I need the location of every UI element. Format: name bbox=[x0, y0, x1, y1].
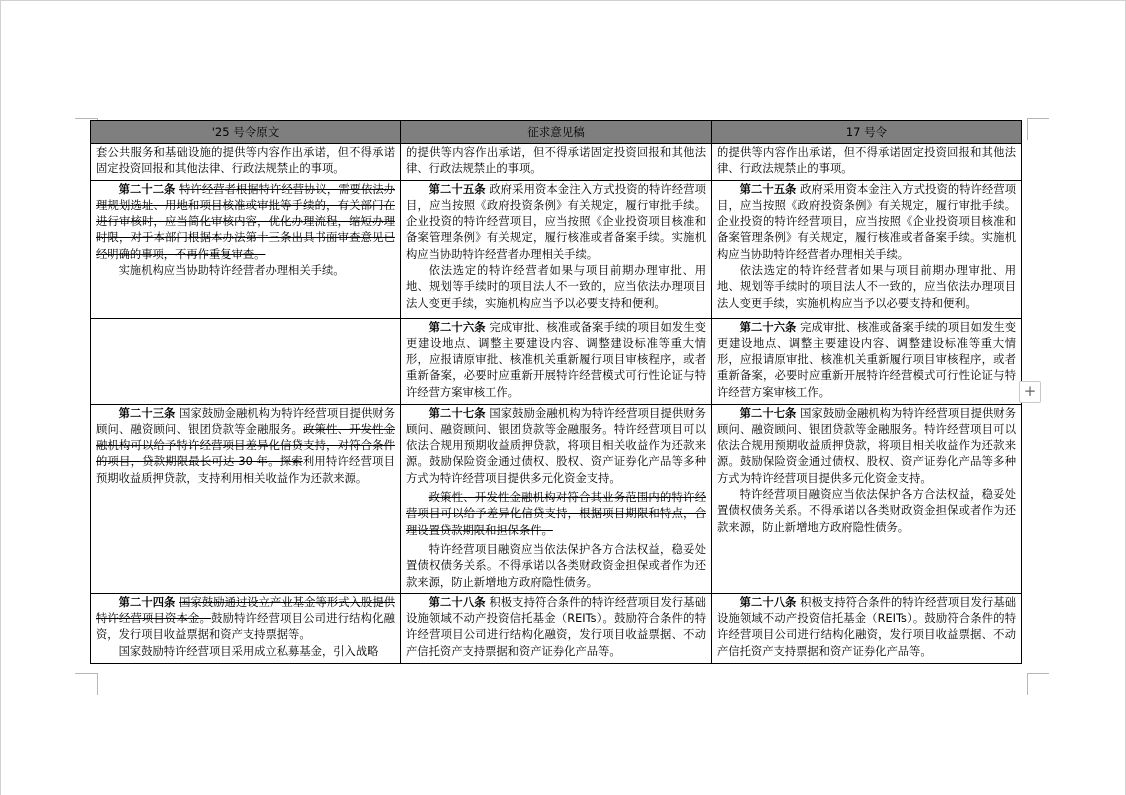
crop-mark bbox=[1027, 673, 1049, 674]
cell-original bbox=[91, 404, 401, 593]
paragraph bbox=[406, 595, 706, 660]
article-text: 国家鼓励金融机构为特许经营项目提供财务顾问、融资顾问、银团贷款等金融服务。特许经营项目可以依法合规用预期收益质押贷款，将项目相关收益作为还款来源。鼓励保险资金通过债权、股权、资产证券化产品等多种方式为特许经营项目提供多元化资金支持。 bbox=[406, 406, 706, 485]
article-text: 政府采用资本金注入方式投资的特许经营项目，应当按照《政府投资条例》有关规定，履行审批手续。企业投资的特许经营项目，应当按照《企业投资项目核准和备案管理条例》有关规定，履行核准或者备案手续。实施机构应当协助特许经营者办理相关手续。 bbox=[717, 182, 1016, 261]
article-text: 完成审批、核准或备案手续的项目如发生变更建设地点、调整主要建设内容、调整建设标准等重大情形，应报请原审批、核准机关重新履行项目审核程序，或者重新备案，必要时应重新开展特许经营模式可行性论证与特许经营方案审核工作。 bbox=[406, 320, 706, 399]
add-row-icon[interactable]: + bbox=[1019, 381, 1041, 403]
crop-mark bbox=[1027, 118, 1049, 119]
cell-draft bbox=[401, 180, 712, 318]
column-header-original: '25 号令原文 bbox=[91, 121, 401, 144]
cell-original bbox=[91, 180, 401, 318]
article-text: 政府采用资本金注入方式投资的特许经营项目，应当按照《政府投资条例》有关规定，履行审批手续。企业投资的特许经营项目，应当按照《企业投资项目核准和备案管理条例》有关规定，履行核准或者备案手续。实施机构应当协助特许经营者办理相关手续。 bbox=[406, 182, 706, 261]
crop-mark bbox=[1027, 673, 1028, 695]
paragraph: 的提供等内容作出承诺，但不得承诺固定投资回报和其他法律、行政法规禁止的事项。 bbox=[406, 146, 706, 176]
article-text: 利用特许经营项目预期收益质押贷款，支持利用相关收益作为还款来源。 bbox=[96, 455, 395, 485]
article-number: 第二十三条 bbox=[118, 406, 176, 420]
cell-original bbox=[91, 593, 401, 663]
crop-mark bbox=[97, 673, 98, 695]
article-number: 第二十五条 bbox=[739, 182, 797, 196]
cell-draft bbox=[401, 318, 712, 404]
paragraph bbox=[406, 182, 706, 263]
cell-draft bbox=[401, 593, 712, 663]
article-text: 完成审批、核准或备案手续的项目如发生变更建设地点、调整主要建设内容、调整建设标准等重大情形，应报请原审批、核准机关重新履行项目审核程序，或者重新备案，必要时应重新开展特许经营模式可行性论证与特许经营方案审核工作。 bbox=[717, 320, 1016, 399]
cell-order17 bbox=[712, 404, 1022, 593]
article-number: 第二十七条 bbox=[428, 406, 486, 420]
paragraph bbox=[717, 182, 1016, 263]
comparison-table bbox=[90, 120, 1022, 664]
article-text: 国家鼓励金融机构为特许经营项目提供财务顾问、融资顾问、银团贷款等金融服务。 bbox=[96, 406, 395, 436]
article-text: 鼓励特许经营项目公司进行结构化融资，发行项目收益票据和资产支持票据等。 bbox=[96, 612, 395, 642]
paragraph bbox=[406, 320, 706, 401]
paragraph: 国家鼓励特许经营项目采用成立私募基金，引入战略 bbox=[118, 644, 379, 658]
paragraph: 特许经营项目融资应当依法保护各方合法权益，稳妥处置债权债务关系。不得承诺以各类财政资金担保或者作为还款来源，防止新增地方政府隐性债务。 bbox=[717, 488, 1016, 534]
column-header-order17: 17 号令 bbox=[712, 121, 1022, 144]
article-number: 第二十五条 bbox=[428, 182, 486, 196]
crop-mark bbox=[75, 673, 97, 674]
crop-mark bbox=[1027, 118, 1028, 140]
article-number: 第二十六条 bbox=[739, 320, 797, 334]
paragraph: 实施机构应当协助特许经营者办理相关手续。 bbox=[118, 264, 345, 278]
crop-mark bbox=[75, 118, 97, 119]
cell-order17 bbox=[712, 318, 1022, 404]
paragraph bbox=[717, 595, 1016, 660]
article-number: 第二十七条 bbox=[739, 406, 797, 420]
paragraph bbox=[717, 406, 1016, 487]
cell-draft bbox=[401, 144, 712, 181]
cell-order17 bbox=[712, 144, 1022, 181]
table-row bbox=[91, 593, 1022, 663]
deleted-text: 国家鼓励通过设立产业基金等形式入股提供特许经营项目资本金。 bbox=[96, 595, 395, 626]
paragraph: 套公共服务和基础设施的提供等内容作出承诺，但不得承诺固定投资回报和其他法律、行政法规禁止的事项。 bbox=[96, 146, 395, 176]
column-header-draft: 征求意见稿 bbox=[401, 121, 712, 144]
article-number: 第二十四条 bbox=[118, 595, 176, 609]
paragraph: 的提供等内容作出承诺，但不得承诺固定投资回报和其他法律、行政法规禁止的事项。 bbox=[717, 146, 1016, 176]
table-row bbox=[91, 318, 1022, 404]
page-edge bbox=[0, 0, 1126, 1]
article-number: 第二十二条 bbox=[118, 182, 176, 196]
paragraph: 依法选定的特许经营者如果与项目前期办理审批、用地、规划等手续时的项目法人不一致的，应当依法办理项目法人变更手续，实施机构应当予以必要支持和便利。 bbox=[406, 264, 706, 310]
article-text: 积极支持符合条件的特许经营项目发行基础设施领域不动产投资信托基金（REITs）。鼓励符合条件的特许经营项目公司进行结构化融资，发行项目收益票据、不动产信托资产支持票据和资产证券化产品等。 bbox=[406, 595, 706, 658]
cell-order17 bbox=[712, 180, 1022, 318]
paragraph bbox=[96, 406, 395, 487]
article-number: 第二十八条 bbox=[428, 595, 486, 609]
deleted-text: 政策性、开发性金融机构可以给予特许经营项目差异化信贷支持，对符合条件的项目，贷款期限最长可达 30 年。探索 bbox=[96, 422, 395, 469]
table-row bbox=[91, 144, 1022, 181]
paragraph: 依法选定的特许经营者如果与项目前期办理审批、用地、规划等手续时的项目法人不一致的，应当依法办理项目法人变更手续，实施机构应当予以必要支持和便利。 bbox=[717, 264, 1016, 310]
article-number: 第二十六条 bbox=[428, 320, 486, 334]
article-number: 第二十八条 bbox=[739, 595, 797, 609]
article-text: 积极支持符合条件的特许经营项目发行基础设施领域不动产投资信托基金（REITs）。鼓励符合条件的特许经营项目公司进行结构化融资，发行项目收益票据、不动产信托资产支持票据和资产证券化产品等。 bbox=[717, 595, 1016, 658]
article-text: 国家鼓励金融机构为特许经营项目提供财务顾问、融资顾问、银团贷款等金融服务。特许经营项目可以依法合规用预期收益质押贷款，将项目相关收益作为还款来源。鼓励保险资金通过债权、股权、资产证券化产品等多种方式为特许经营项目提供多元化资金支持。 bbox=[717, 406, 1016, 485]
cell-order17 bbox=[712, 593, 1022, 663]
paragraph bbox=[96, 595, 395, 644]
table-row bbox=[91, 180, 1022, 318]
deleted-text: 特许经营者根据特许经营协议，需要依法办理规划选址、用地和项目核准或审批等手续的，有关部门在进行审核时，应当简化审核内容，优化办理流程，缩短办理时限，对于本部门根据本办法第十三条出具书面审查意见已经明确的事项，不再作重复审查。 bbox=[96, 182, 395, 261]
deleted-text: 政策性、开发性金融机构对符合其业务范围内的特许经营项目可以给予差异化信贷支持，根据项目期限和特点，合理设置贷款期限和担保条件。 bbox=[406, 491, 706, 537]
paragraph: 特许经营项目融资应当依法保护各方合法权益，稳妥处置债权债务关系。不得承诺以各类财政资金担保或者作为还款来源，防止新增地方政府隐性债务。 bbox=[406, 542, 706, 589]
paragraph bbox=[406, 406, 706, 487]
cell-draft bbox=[401, 404, 712, 593]
cell-original bbox=[91, 318, 401, 404]
paragraph bbox=[717, 320, 1016, 401]
paragraph bbox=[406, 490, 706, 539]
paragraph bbox=[96, 182, 395, 263]
table-header-row bbox=[91, 121, 1022, 144]
table-row bbox=[91, 404, 1022, 593]
page-edge bbox=[0, 0, 1, 795]
cell-original bbox=[91, 144, 401, 181]
